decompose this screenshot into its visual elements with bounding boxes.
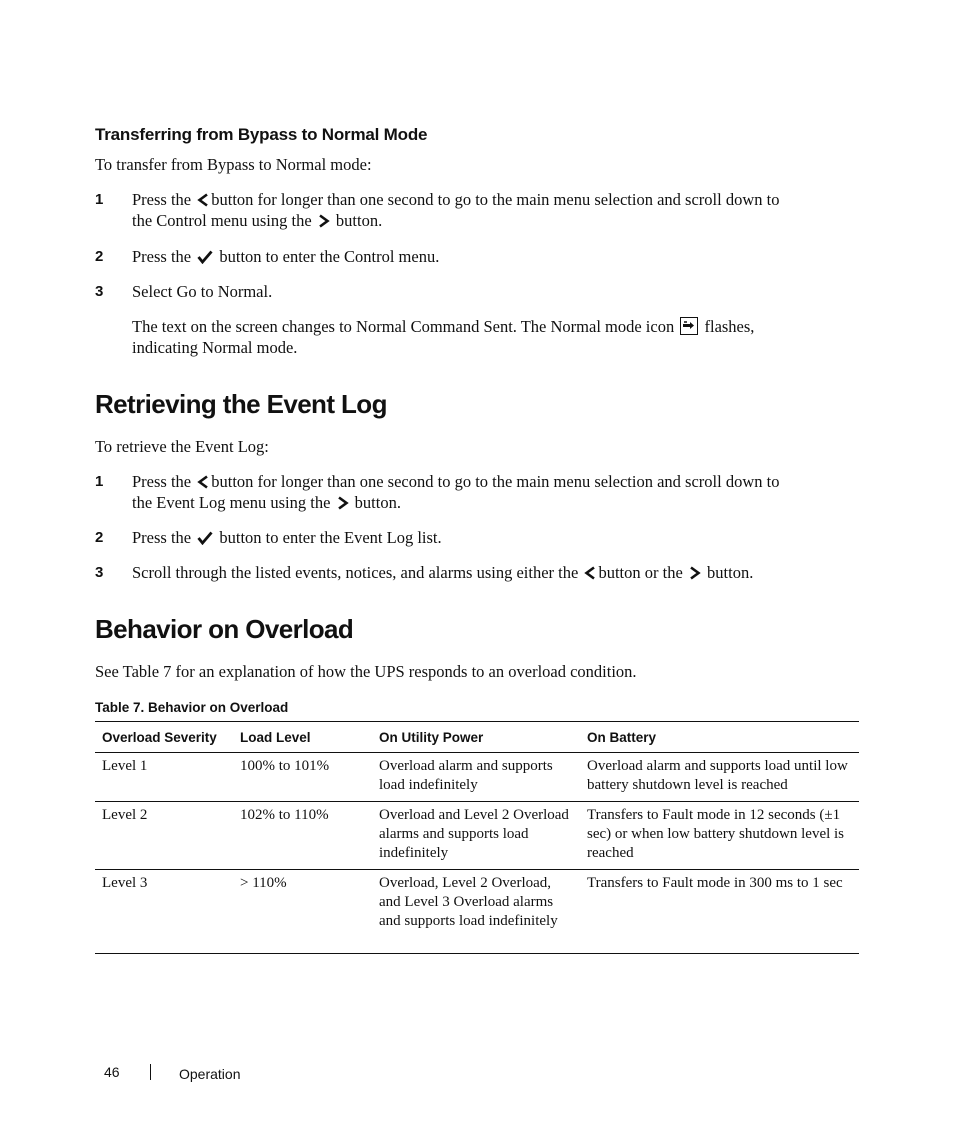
step-number: 1 [95, 473, 104, 490]
chevron-left-icon [197, 193, 209, 207]
step-text [132, 471, 862, 513]
table-cell: Transfers to Fault mode in 12 seconds (±1 sec) or when low battery shutdown level is reached [580, 802, 859, 870]
column-header: Load Level [233, 722, 372, 753]
table-cell: Overload, Level 2 Overload, and Level 3 Overload alarms and supports load indefinitely [372, 870, 580, 954]
table-cell: 102% to 110% [233, 802, 372, 870]
column-header: Overload Severity [95, 722, 233, 753]
chevron-right-icon [689, 566, 701, 580]
section-heading-event-log: Retrieving the Event Log [95, 389, 387, 419]
normal-mode-icon [680, 317, 698, 335]
column-header: On Utility Power [372, 722, 580, 753]
step-number: 2 [95, 248, 104, 265]
table-cell: > 110% [233, 870, 372, 954]
table-cell: Level 1 [95, 753, 233, 802]
step-text-part: button or the [598, 563, 683, 582]
step-text-part: button for longer than one second to go to the main menu selection and scroll down to [211, 190, 780, 209]
step-text-part: the Control menu using the [132, 211, 312, 230]
chevron-right-icon [337, 496, 349, 510]
step-text-part: Press the [132, 472, 192, 491]
step-text [132, 527, 442, 548]
step-text-part: button to enter the Event Log list. [219, 528, 442, 547]
step-text-part: Press the [132, 247, 192, 266]
table-cell: Transfers to Fault mode in 300 ms to 1 sec [580, 870, 859, 954]
step-text [132, 562, 862, 583]
step-text-part: Press the [132, 528, 192, 547]
table-cell: Overload and Level 2 Overload alarms and supports load indefinitely [372, 802, 580, 870]
table-row [95, 753, 859, 802]
section-heading-bypass-to-normal: Transferring from Bypass to Normal Mode [95, 125, 428, 144]
table-row [95, 802, 859, 870]
footer-divider [150, 1064, 151, 1080]
step-text-part: button. [354, 493, 401, 512]
chevron-left-icon [584, 566, 596, 580]
step-number: 3 [95, 564, 104, 581]
table-caption: Table 7. Behavior on Overload [95, 700, 289, 715]
intro-event-log: To retrieve the Event Log: [95, 437, 269, 456]
intro-overload: See Table 7 for an explanation of how the UPS responds to an overload condition. [95, 662, 637, 681]
table-cell: Overload alarm and supports load indefinitely [372, 753, 580, 802]
step-number: 3 [95, 283, 104, 300]
step-text: Select Go to Normal. [132, 282, 273, 301]
step-text-part: Scroll through the listed events, notices, and alarms using either the [132, 563, 579, 582]
step-text-part: button to enter the Control menu. [219, 247, 440, 266]
step-text [132, 189, 862, 231]
table-header-row [95, 722, 859, 753]
page-number: 46 [104, 1064, 120, 1080]
step-number: 2 [95, 529, 104, 546]
chevron-left-icon [197, 475, 209, 489]
note-text-part: indicating Normal mode. [132, 338, 298, 357]
note-text-part: The text on the screen changes to Normal Command Sent. The Normal mode icon [132, 317, 675, 336]
checkmark-icon [197, 531, 213, 545]
checkmark-icon [197, 250, 213, 264]
step-number: 1 [95, 191, 104, 208]
intro-bypass-to-normal: To transfer from Bypass to Normal mode: [95, 155, 372, 174]
table-cell: Level 2 [95, 802, 233, 870]
overload-table [95, 721, 859, 954]
step-text-part: Press the [132, 190, 192, 209]
section-heading-overload: Behavior on Overload [95, 614, 354, 644]
step-note [132, 316, 862, 358]
step-text-part: button. [707, 563, 754, 582]
chevron-right-icon [318, 214, 330, 228]
column-header: On Battery [580, 722, 859, 753]
step-text-part: button. [335, 211, 383, 230]
step-text [132, 246, 439, 267]
table-cell: 100% to 101% [233, 753, 372, 802]
note-text-part: flashes, [704, 317, 755, 336]
table-row [95, 870, 859, 954]
table-cell: Overload alarm and supports load until low battery shutdown level is reached [580, 753, 859, 802]
step-text-part: the Event Log menu using the [132, 493, 331, 512]
table-cell: Level 3 [95, 870, 233, 954]
step-text-part: button for longer than one second to go to the main menu selection and scroll down to [211, 472, 780, 491]
footer-section-title: Operation [179, 1066, 241, 1082]
